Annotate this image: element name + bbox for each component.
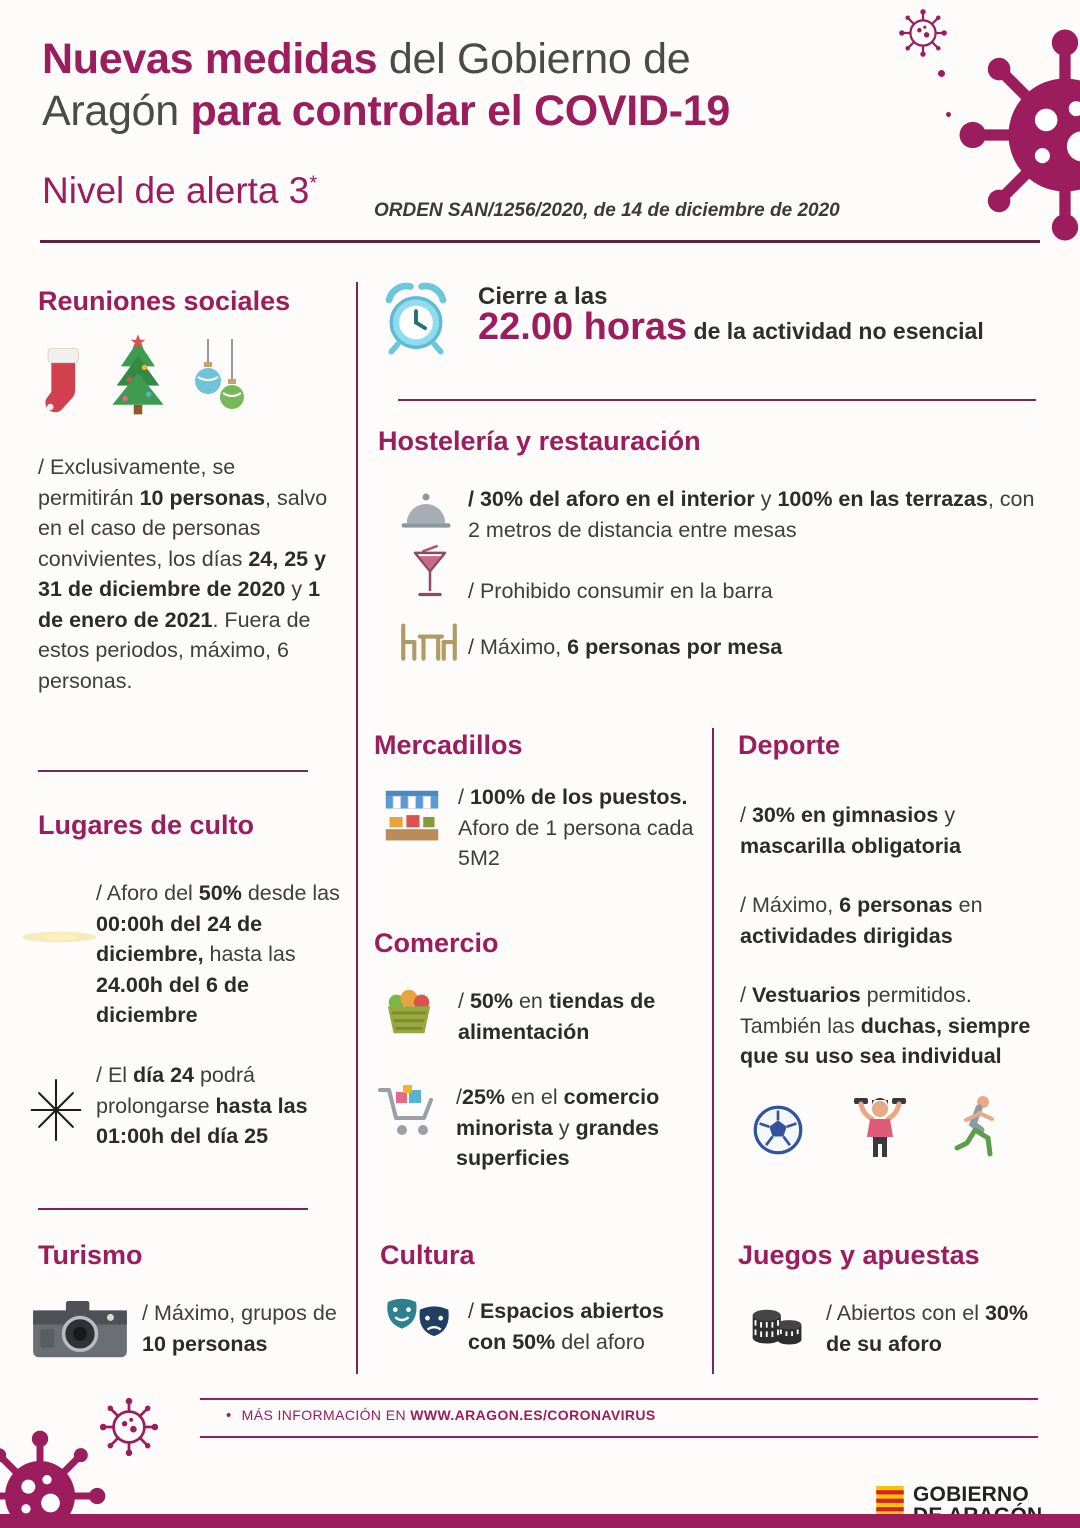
comercio-item: /25% en el comercio minorista y grandes superficies bbox=[456, 1085, 660, 1171]
shopping-cart-icon bbox=[376, 1082, 440, 1140]
deporte-item: / 30% en gimnasios y mascarilla obligatoria bbox=[740, 803, 962, 858]
cierre-line2 bbox=[478, 306, 984, 349]
section-title-cultura: Cultura bbox=[380, 1240, 475, 1270]
culto-item: / Aforo del 50% desde las 00:00h del 24 de diciembre, hasta las 24.00h del 6 de diciembre bbox=[96, 881, 340, 1028]
footer-info bbox=[226, 1407, 656, 1424]
column-divider bbox=[712, 728, 714, 1374]
table-chairs-icon bbox=[394, 620, 464, 666]
cocktail-icon bbox=[410, 540, 450, 604]
footer-divider-top bbox=[200, 1398, 1038, 1400]
theater-masks-icon bbox=[382, 1294, 454, 1348]
christmas-stocking-icon bbox=[34, 344, 86, 418]
column-divider bbox=[356, 282, 358, 1374]
sparkle-star-icon bbox=[26, 1078, 86, 1142]
deporte-item: / Máximo, 6 personas en actividades dirigidas bbox=[740, 893, 983, 948]
decor-dot bbox=[946, 112, 951, 117]
alert-footnote-mark: * bbox=[309, 172, 318, 195]
footer-info-text: MÁS INFORMACIÓN EN WWW.ARAGON.ES/CORONAVIRUS bbox=[241, 1407, 656, 1423]
christmas-tree-icon bbox=[106, 334, 170, 418]
hosteleria-item: / Prohibido consumir en la barra bbox=[468, 579, 773, 603]
turismo-item: / Máximo, grupos de 10 personas bbox=[142, 1301, 337, 1356]
bottom-bar bbox=[0, 1514, 1080, 1528]
section-title-culto: Lugares de culto bbox=[38, 810, 255, 840]
mercadillos-item: / 100% de los puestos. Aforo de 1 persona cada 5M2 bbox=[458, 785, 694, 871]
cloche-icon bbox=[398, 490, 454, 532]
cierre-time: 22.00 horas bbox=[478, 306, 688, 348]
order-reference: ORDEN SAN/1256/2020, de 14 de diciembre de 2020 bbox=[374, 200, 840, 221]
logo-line1: GOBIERNO bbox=[913, 1483, 1029, 1506]
soccer-ball-icon bbox=[752, 1104, 804, 1156]
market-stall-icon bbox=[382, 788, 442, 846]
decor-dot bbox=[938, 70, 945, 77]
section-title-juegos: Juegos y apuestas bbox=[738, 1240, 980, 1270]
hosteleria-item: / Máximo, 6 personas por mesa bbox=[468, 635, 783, 659]
camera-icon bbox=[30, 1294, 130, 1362]
culto-item: / El día 24 podrá prolongarse hasta las 01:00h del día 25 bbox=[96, 1063, 308, 1149]
cierre-rest: de la actividad no esencial bbox=[687, 318, 984, 344]
reuniones-body: / Exclusivamente, se permitirán 10 personas, salvo en el caso de personas convivientes, los días 24, 25 y 31 de diciembre de 2020 y 1 de enero de 2021. Fuera de estos periodos, máximo, 6 personas. bbox=[38, 455, 328, 693]
sun-glow-icon bbox=[20, 926, 98, 948]
divider bbox=[38, 1208, 308, 1210]
hosteleria-item: / 30% del aforo en el interior y 100% en las terrazas, con 2 metros de distancia entre mesas bbox=[468, 487, 1035, 542]
divider bbox=[398, 399, 1036, 401]
divider bbox=[38, 770, 308, 772]
alert-level-text: Nivel de alerta 3 bbox=[42, 170, 310, 211]
footer-bullet: • bbox=[226, 1407, 232, 1424]
poker-chips-icon bbox=[748, 1294, 808, 1348]
juegos-item: / Abiertos con el 30% de su aforo bbox=[826, 1301, 1028, 1356]
section-title-hosteleria: Hostelería y restauración bbox=[378, 426, 701, 456]
page-title: Nuevas medidas del Gobierno de Aragón para controlar el COVID-19 bbox=[42, 35, 730, 135]
section-title-comercio: Comercio bbox=[374, 928, 499, 958]
deporte-item: / Vestuarios permitidos. También las duchas, siempre que su uso sea individual bbox=[740, 983, 1031, 1069]
comercio-item: / 50% en tiendas de alimentación bbox=[458, 989, 656, 1044]
virus-icon bbox=[952, 22, 1080, 248]
weightlifter-icon bbox=[850, 1092, 910, 1160]
section-title-turismo: Turismo bbox=[38, 1240, 143, 1270]
footer-divider-bottom bbox=[200, 1436, 1038, 1438]
cierre-line1: Cierre a las bbox=[478, 283, 608, 310]
alert-level bbox=[42, 170, 317, 212]
cultura-item: / Espacios abiertos con 50% del aforo bbox=[468, 1299, 664, 1354]
grocery-basket-icon bbox=[382, 986, 436, 1038]
christmas-icons bbox=[34, 334, 250, 418]
section-title-deporte: Deporte bbox=[738, 730, 841, 760]
virus-icon bbox=[0, 1426, 110, 1528]
header-divider bbox=[40, 240, 1040, 243]
section-title-mercadillos: Mercadillos bbox=[374, 730, 523, 760]
section-title-reuniones: Reuniones sociales bbox=[38, 286, 291, 316]
runner-icon bbox=[948, 1094, 1004, 1162]
alarm-clock-icon bbox=[380, 280, 452, 356]
baubles-icon bbox=[190, 338, 250, 418]
